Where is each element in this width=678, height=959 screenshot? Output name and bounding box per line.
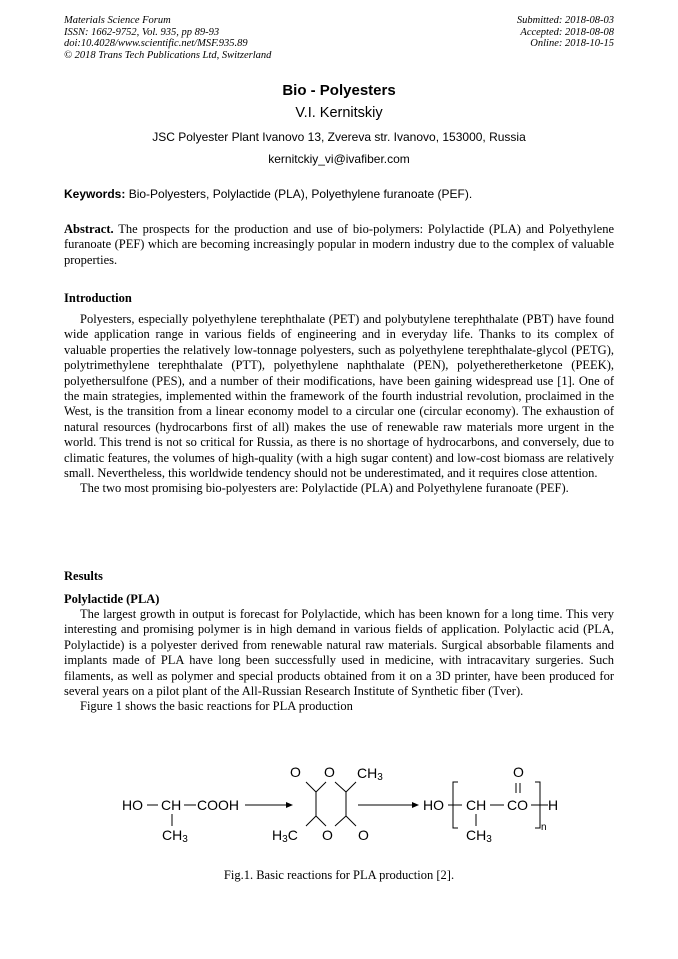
- lactide-bond-e: [316, 816, 326, 826]
- polymer-ch: CH: [466, 797, 487, 813]
- lactide-carbonyl-top: [306, 782, 316, 792]
- pla-paragraph-1: The largest growth in output is forecast for Polylactide, which has been known for a long time. This very interesting and promising polymer is in high demand in various fields of application. Polylactic acid (PLA, Polylactide) is a polyester derived from renewable natural raw materials. Surgical absorbable filaments and implants made of PLA have long been successfully used in medicine, with intracavitary surgeries. Such filaments, as well as polymer and special products obtained from it on a 3D printer, have been produced for several years on a pilot plant of the All-Russian Research Institute of Synthetic fiber (Tver).: [64, 607, 614, 699]
- introduction-paragraph-2: The two most promising bio-polyesters are: Polylactide (PLA) and Polyethylene furanoate (PEF).: [80, 481, 569, 496]
- abstract: [64, 222, 614, 268]
- author-affiliation: JSC Polyester Plant Ivanovo 13, Zvereva str. Ivanovo, 153000, Russia: [152, 130, 526, 144]
- abstract-label: Abstract.: [64, 222, 114, 236]
- lactide-h3c: H3C: [272, 827, 298, 845]
- polymer-ho: HO: [423, 797, 444, 813]
- pla-reaction-figure: [110, 760, 580, 850]
- pla-paragraph-2: Figure 1 shows the basic reactions for PLA production: [80, 699, 353, 714]
- introduction-heading: Introduction: [64, 291, 132, 305]
- issn-line: ISSN: 1662-9752, Vol. 935, pp 89-93: [64, 26, 220, 38]
- lactide-bond-a: [316, 782, 326, 792]
- keywords-text: Bio-Polyesters, Polylactide (PLA), Polyethylene furanoate (PEF).: [125, 187, 473, 201]
- lactide-methyl-bottom: [306, 816, 316, 826]
- lactide-bond-b: [335, 782, 346, 792]
- results-heading: Results: [64, 569, 103, 583]
- figure-caption: Fig.1. Basic reactions for PLA production [2].: [223, 868, 455, 882]
- journal-header-left: [64, 15, 271, 61]
- lactide-methyl-top: [346, 782, 356, 792]
- abstract-text: The prospects for the production and use of bio-polymers: Polylactide (PLA) and Polyethylene furanoate (PEF) which are becoming increasingly popular in modern industry due to the complex of valuable properties.: [64, 222, 614, 267]
- journal-name: Materials Science Forum: [64, 15, 171, 26]
- lactic-ho: HO: [122, 797, 143, 813]
- keywords-label: Keywords:: [64, 187, 126, 201]
- pla-subheading: Polylactide (PLA): [64, 592, 160, 606]
- accepted-date: Accepted: 2018-08-08: [520, 26, 614, 38]
- polymer-h: H: [548, 797, 559, 813]
- polymer-o-carbonyl: O: [513, 764, 524, 780]
- lactic-cooh: COOH: [197, 797, 239, 813]
- polymer-co: CO: [507, 797, 528, 813]
- lactide-ch3-top: CH3: [357, 765, 383, 783]
- paper-title: Bio - Polyesters: [282, 82, 396, 99]
- copyright-line: © 2018 Trans Tech Publications Ltd, Switzerland: [64, 49, 272, 61]
- lactide-carbonyl-bottom: [346, 816, 356, 826]
- online-date: Online: 2018-10-15: [530, 38, 614, 49]
- lactide-o-ring-bottom: O: [322, 827, 333, 843]
- introduction-paragraph-1: Polyesters, especially polyethylene terephthalate (PET) and polybutylene terephthalate (PBT) have found wide application range in various fields of engineering and in everyday life. Thanks to its complex of valuable properties the relatively low-tonnage polyesters, such as polyethylene terephthalate-glycol (PETG), polytrimethylene terephthalate (PTT), polyethylene naphthalate (PEN), polyetheretherketone (PEEK), polyethersulfone (PES), and a number of their modifications, have been gaining widespread use [1]. One of the main strategies, implemented within the framework of the fourth industrial revolution, proclaimed in the West, is the transition from a linear economy model to a circular one (circular economy). The exhaustion of natural resources (hydrocarbons first of all) makes the use of renewable raw materials more urgent in the world. This trend is not so critical for Russia, as there is no shortage of hydrocarbons, and conversely, due to climatic features, the volumes of high-quality (with a high sugar content) and low-cost biomass are relatively small. Nevertheless, this worldwide tendency should not be underestimated, and it requires close attention.: [64, 312, 614, 481]
- polymer-ch3: CH3: [466, 827, 492, 845]
- lactide-o-ring-top: O: [324, 764, 335, 780]
- reaction-arrowhead-1: [286, 802, 293, 808]
- keywords: [64, 187, 614, 201]
- author-name: V.I. Kernitskiy: [295, 105, 383, 121]
- introduction-body: [64, 312, 614, 497]
- doi-line: doi:10.4028/www.scientific.net/MSF.935.89: [64, 38, 248, 49]
- pla-body: [64, 607, 614, 715]
- submitted-date: Submitted: 2018-08-03: [516, 15, 614, 26]
- lactide-o-carbonyl-top: O: [290, 764, 301, 780]
- author-email: kernitckiy_vi@ivafiber.com: [268, 152, 410, 166]
- lactic-ch3: CH3: [162, 827, 188, 845]
- lactic-ch: CH: [161, 797, 182, 813]
- journal-header-right: [517, 15, 614, 50]
- reaction-arrowhead-2: [412, 802, 419, 808]
- lactide-o-carbonyl-bottom: O: [358, 827, 369, 843]
- polymer-n-subscript: n: [541, 822, 547, 833]
- lactide-bond-f: [335, 816, 346, 826]
